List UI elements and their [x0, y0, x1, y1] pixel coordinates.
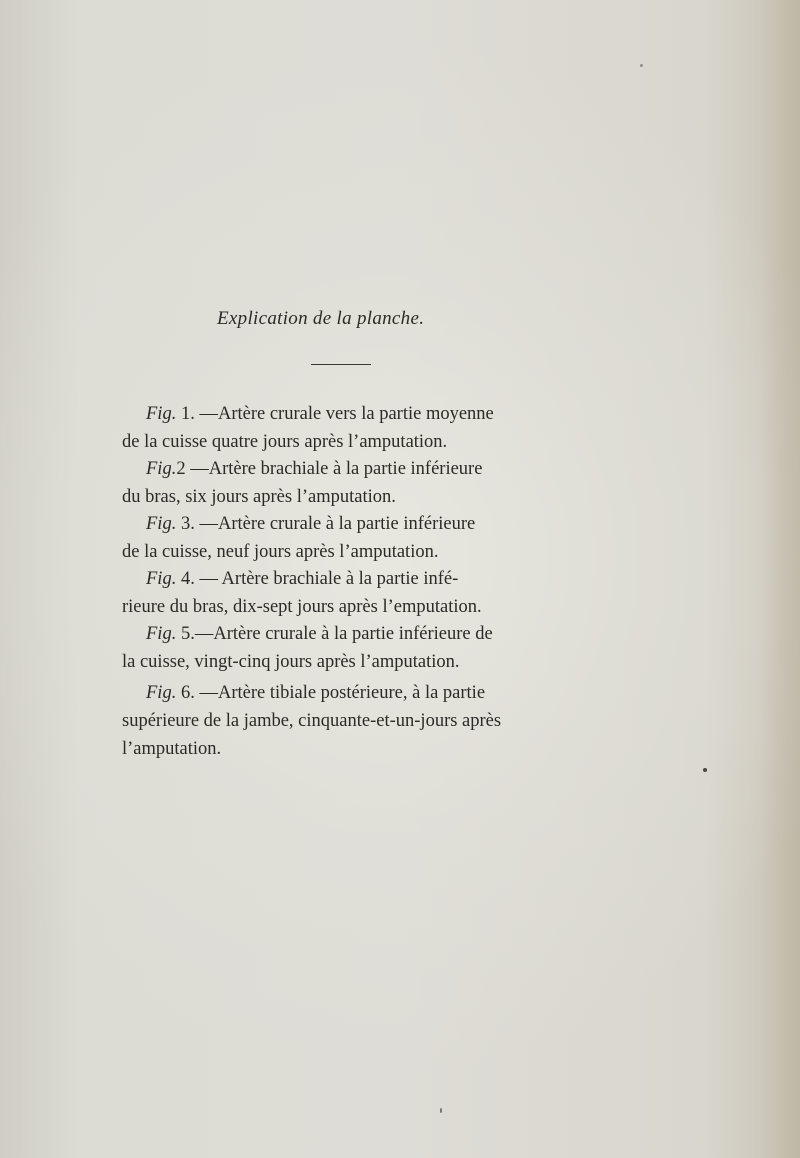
figure-label: Fig.	[146, 459, 177, 479]
entry-text: —Artère crurale à la partie inférieure	[199, 514, 476, 534]
page-edge-shadow	[760, 0, 800, 1158]
figure-number: 2	[176, 459, 186, 479]
figure-label: Fig.	[146, 569, 177, 589]
entry-line	[122, 510, 558, 538]
entry-line	[122, 400, 558, 428]
entry-text: —Artère crurale vers la partie moyenne	[199, 404, 494, 424]
figure-entry-1	[122, 400, 558, 456]
figure-entry-4	[122, 565, 558, 621]
entry-line: supérieure de la jambe, cinquante-et-un-jours après	[122, 711, 502, 731]
figure-entry-6	[122, 679, 558, 763]
figure-entry-5	[122, 620, 558, 676]
entry-line	[122, 455, 558, 483]
title-rule	[311, 364, 371, 365]
entry-text: —Artère crurale à la partie inférieure de	[194, 624, 493, 644]
paper-speck	[703, 768, 707, 772]
entry-line: du bras, six jours après l’amputation.	[122, 487, 396, 507]
entry-line: rieure du bras, dix-sept jours après l’emputation.	[122, 597, 482, 617]
entry-line: l’amputation.	[122, 739, 222, 759]
entry-line	[122, 565, 558, 593]
paper-speck	[440, 1108, 442, 1113]
entry-line	[122, 679, 558, 707]
figure-number: 6.	[180, 683, 195, 703]
figure-number: 3.	[180, 514, 195, 534]
entry-text: —Artère tibiale postérieure, à la partie	[199, 683, 486, 703]
figure-label: Fig.	[146, 683, 177, 703]
entry-line: de la cuisse, neuf jours après l’amputation.	[122, 542, 439, 562]
figure-label: Fig.	[146, 404, 177, 424]
entry-text: —Artère brachiale à la partie inférieure	[190, 459, 483, 479]
entry-line: de la cuisse quatre jours après l’amputation.	[122, 432, 448, 452]
figure-number: 5.	[180, 624, 195, 644]
paper-speck	[640, 64, 643, 67]
figure-label: Fig.	[146, 624, 177, 644]
figure-entry-2	[122, 455, 558, 511]
figure-label: Fig.	[146, 514, 177, 534]
entry-line	[122, 620, 558, 648]
entry-text: — Artère brachiale à la partie infé-	[199, 569, 459, 589]
figure-entry-3	[122, 510, 558, 566]
page-title: Explication de la planche.	[217, 308, 425, 329]
figure-number: 4.	[180, 569, 195, 589]
entry-line: la cuisse, vingt-cinq jours après l’amputation.	[122, 652, 460, 672]
figure-number: 1.	[180, 404, 195, 424]
